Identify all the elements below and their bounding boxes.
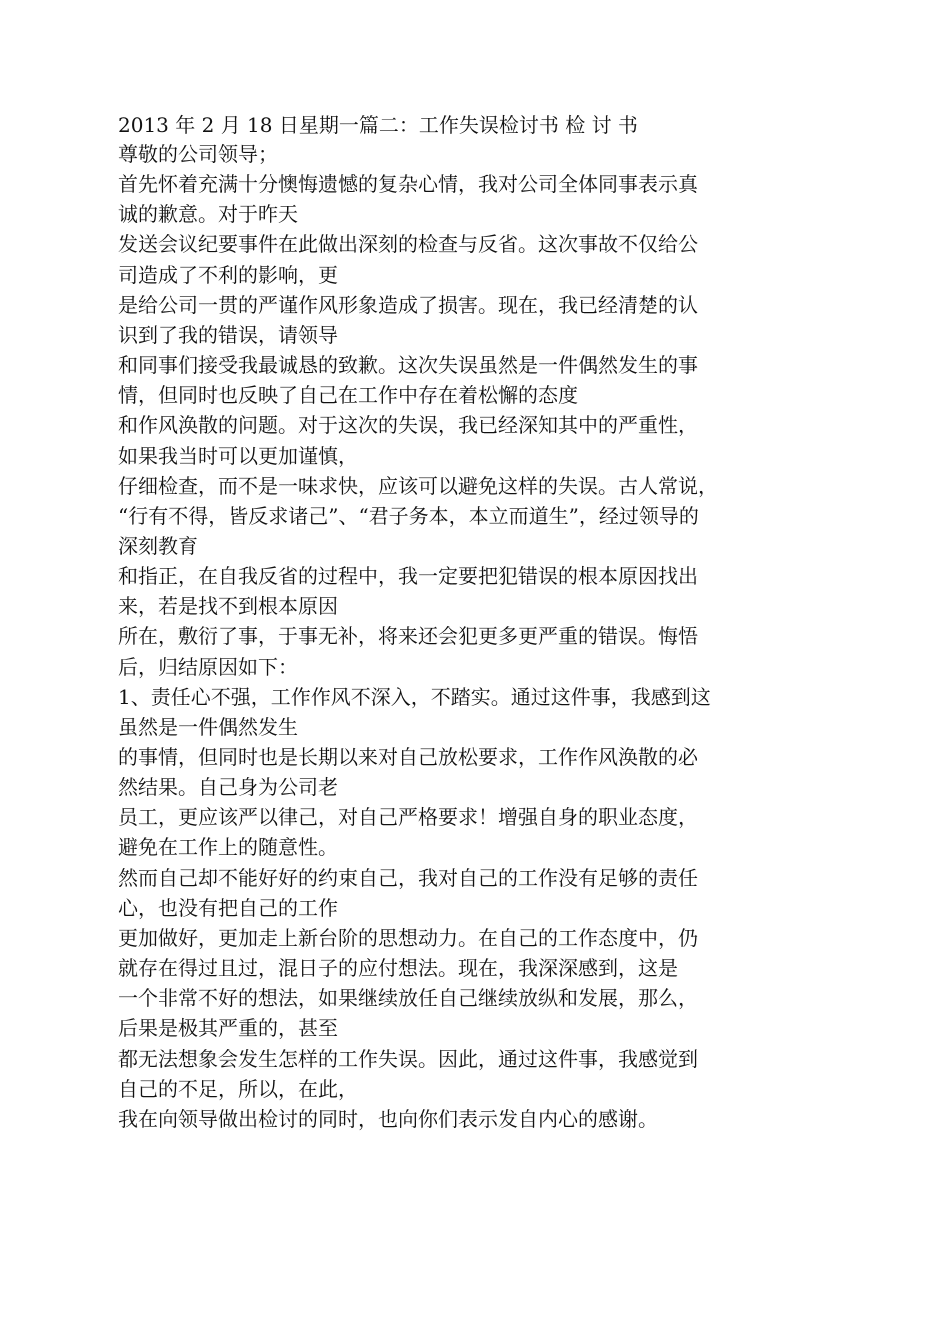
body-line: 是给公司一贯的严谨作风形象造成了损害。现在，我已经清楚的认 xyxy=(118,293,698,317)
body-line: 后果是极其严重的，甚至 xyxy=(118,1016,338,1040)
body-line: “行有不得，皆反求诸己”、“君子务本，本立而道生”，经过领导的 xyxy=(118,504,699,528)
body-line: 都无法想象会发生怎样的工作失误。因此，通过这件事，我感觉到 xyxy=(118,1047,698,1071)
body-line: 就存在得过且过，混日子的应付想法。现在，我深深感到，这是 xyxy=(118,956,678,980)
body-line: 虽然是一件偶然发生 xyxy=(118,715,298,739)
body-line: 首先怀着充满十分懊悔遗憾的复杂心情，我对公司全体同事表示真 xyxy=(118,172,698,196)
body-line: 和作风涣散的问题。对于这次的失误，我已经深知其中的严重性， xyxy=(118,413,698,437)
body-line: 发送会议纪要事件在此做出深刻的检查与反省。这次事故不仅给公 xyxy=(118,232,698,256)
body-line: 员工，更应该严以律己，对自己严格要求！增强自身的职业态度， xyxy=(118,805,698,829)
body-line: 后，归结原因如下： xyxy=(118,655,298,679)
document-title: 2013 年 2 月 18 日星期一篇二：工作失误检讨书 检 讨 书 xyxy=(118,113,638,137)
body-line: 如果我当时可以更加谨慎， xyxy=(118,444,358,468)
body-line: 识到了我的错误，请领导 xyxy=(118,323,338,347)
body-line: 然结果。自己身为公司老 xyxy=(118,775,338,799)
body-line: 仔细检查，而不是一味求快，应该可以避免这样的失误。古人常说， xyxy=(118,474,718,498)
body-line: 避免在工作上的随意性。 xyxy=(118,835,338,859)
body-line: 和同事们接受我最诚恳的致歉。这次失误虽然是一件偶然发生的事 xyxy=(118,353,698,377)
body-line: 诚的歉意。对于昨天 xyxy=(118,202,298,226)
body-line: 来，若是找不到根本原因 xyxy=(118,594,338,618)
body-line: 1、责任心不强，工作作风不深入，不踏实。通过这件事，我感到这 xyxy=(118,685,711,709)
body-line: 自己的不足，所以，在此， xyxy=(118,1077,358,1101)
body-line: 更加做好，更加走上新台阶的思想动力。在自己的工作态度中，仍 xyxy=(118,926,698,950)
body-line: 和指正，在自我反省的过程中，我一定要把犯错误的根本原因找出 xyxy=(118,564,698,588)
body-line: 我在向领导做出检讨的同时，也向你们表示发自内心的感谢。 xyxy=(118,1107,658,1131)
body-line: 所在，敷衍了事，于事无补，将来还会犯更多更严重的错误。悔悟 xyxy=(118,624,698,648)
body-line: 一个非常不好的想法，如果继续放任自己继续放纵和发展，那么， xyxy=(118,986,698,1010)
body-line: 的事情，但同时也是长期以来对自己放松要求，工作作风涣散的必 xyxy=(118,745,698,769)
body-line: 司造成了不利的影响，更 xyxy=(118,263,338,287)
body-line: 深刻教育 xyxy=(118,534,198,558)
body-line: 尊敬的公司领导； xyxy=(118,142,278,166)
body-line: 情，但同时也反映了自己在工作中存在着松懈的态度 xyxy=(118,383,578,407)
body-line: 心，也没有把自己的工作 xyxy=(118,896,338,920)
body-line: 然而自己却不能好好的约束自己，我对自己的工作没有足够的责任 xyxy=(118,866,698,890)
